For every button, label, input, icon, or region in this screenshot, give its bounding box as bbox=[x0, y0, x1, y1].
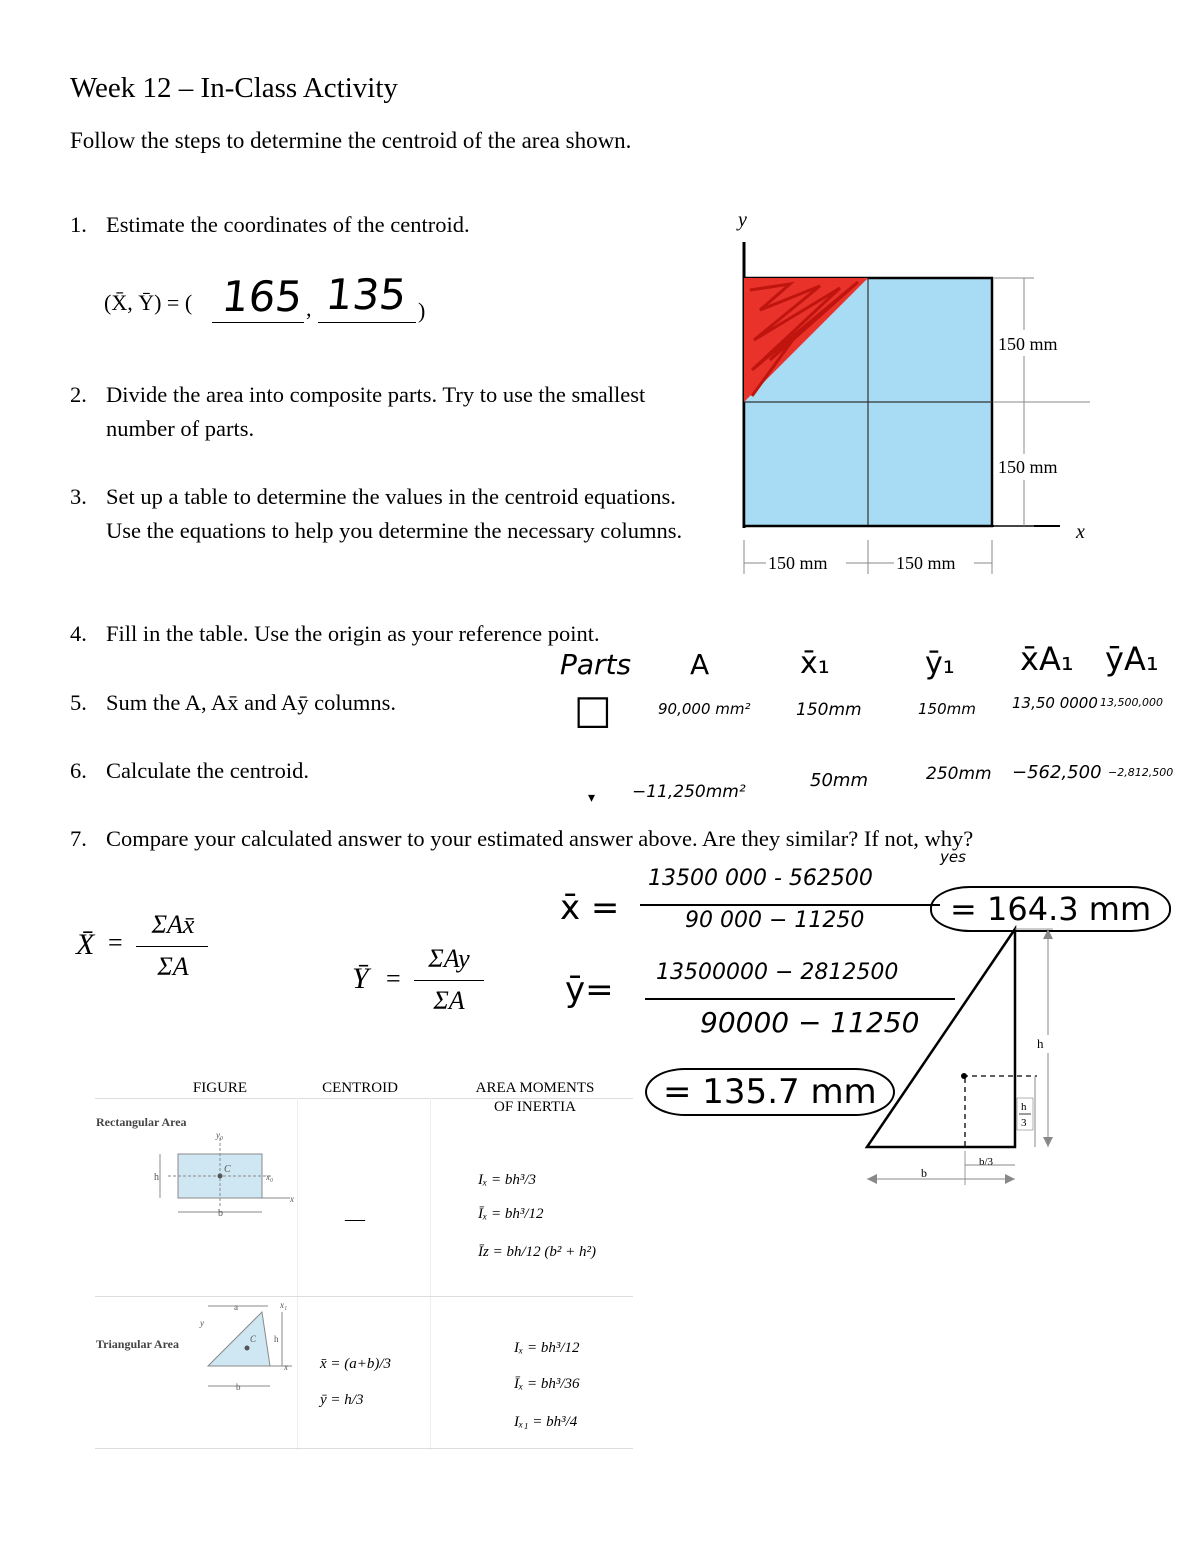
ref-divider bbox=[95, 1098, 633, 1099]
formula-y-bar bbox=[414, 980, 484, 981]
hw-row2-x: 50mm bbox=[810, 770, 868, 791]
step-text: Fill in the table. Use the origin as your reference point. bbox=[106, 621, 600, 646]
tri-area-icon bbox=[196, 1298, 300, 1394]
h3-den: 3 bbox=[1021, 1117, 1027, 1129]
tri-y-label: y bbox=[200, 1318, 204, 1328]
tri-centroid-x: x̄ = (a+b)/3 bbox=[320, 1356, 392, 1372]
hw-square-symbol: □ bbox=[574, 687, 612, 733]
step-text: Set up a table to determine the values in the centroid equations. Use the equations to help you determine the necessary columns. bbox=[106, 484, 683, 543]
composite-area-figure bbox=[730, 200, 1110, 590]
hw-xbar-numerator: 13500 000 - 562500 bbox=[648, 866, 873, 891]
arrow-head bbox=[1005, 1174, 1015, 1184]
formula-x-equals: = bbox=[108, 928, 123, 957]
formula-x-denominator: ΣA bbox=[157, 952, 189, 981]
hw-header-xa: x̄A₁ bbox=[1020, 640, 1074, 678]
rect-y0-label: y₀ bbox=[216, 1130, 224, 1140]
rect-area-icon bbox=[140, 1128, 300, 1228]
step-text: Calculate the centroid. bbox=[106, 758, 310, 783]
step-number: 3. bbox=[70, 484, 87, 509]
h-label: h bbox=[1037, 1036, 1044, 1051]
rect-moment-ix: Iₓ = bh³/3 bbox=[478, 1172, 537, 1188]
estimate-y-underline bbox=[318, 322, 416, 323]
b3-label: b/3 bbox=[979, 1156, 994, 1168]
arrow-head bbox=[1043, 1137, 1053, 1147]
arrow-head bbox=[867, 1174, 877, 1184]
formula-y-equals: = bbox=[386, 964, 401, 993]
hw-ybar-denominator: 90000 − 11250 bbox=[700, 1006, 920, 1039]
step-number: 2. bbox=[70, 382, 87, 407]
ref-col-centroid: CENTROID bbox=[322, 1080, 398, 1096]
tri-a-label: a bbox=[234, 1302, 238, 1312]
hw-row1-y: 150mm bbox=[918, 700, 976, 718]
tri-x1-label: x₁ bbox=[280, 1300, 288, 1310]
tri-centroid-dot bbox=[245, 1346, 250, 1351]
hw-row1-ya: 13,500,000 bbox=[1100, 696, 1163, 709]
tri-moment-ix1: Iₓ₁ = bh³/4 bbox=[514, 1414, 578, 1430]
hw-row2-y: 250mm bbox=[926, 764, 992, 784]
tri-b-label: b bbox=[236, 1382, 241, 1392]
step-text: Sum the A, Ax̄ and Aȳ columns. bbox=[106, 690, 397, 715]
hw-row1-area: 90,000 mm² bbox=[658, 700, 751, 718]
y-axis-label: y bbox=[738, 209, 747, 231]
step-number: 5. bbox=[70, 690, 87, 715]
hw-xbar-result: = 164.3 mm bbox=[930, 886, 1171, 932]
rect-moment-ix-bar: Īₓ = bh³/12 bbox=[478, 1206, 544, 1222]
step-text: Divide the area into composite parts. Try to use the smallest number of parts. bbox=[106, 382, 646, 441]
step-number: 1. bbox=[70, 212, 87, 237]
ref-divider bbox=[95, 1296, 633, 1297]
tri-moment-ix: Iₓ = bh³/12 bbox=[514, 1340, 580, 1356]
hw-header-parts: Parts bbox=[560, 648, 632, 681]
hw-row2-area: −11,250mm² bbox=[632, 782, 746, 802]
ref-row1-label: Rectangular Area bbox=[96, 1115, 187, 1129]
estimate-label: (X̄, Ȳ) = ( bbox=[104, 290, 193, 315]
x-axis-label: x bbox=[1076, 521, 1085, 543]
arrow-head bbox=[1043, 929, 1053, 939]
ref-col-figure: FIGURE bbox=[192, 1080, 248, 1096]
rect-centroid-dot bbox=[218, 1174, 223, 1179]
ref-divider bbox=[430, 1098, 431, 1450]
hw-header-xbar: x̄₁ bbox=[800, 646, 830, 681]
rect-x0-label: x₀ bbox=[266, 1172, 274, 1182]
tri-shape bbox=[208, 1312, 270, 1366]
dim-horizontal-2: 150 mm bbox=[896, 553, 956, 573]
hw-triangle-symbol: ▾ bbox=[588, 790, 596, 806]
ref-divider bbox=[95, 1448, 633, 1449]
rect-b-label: b bbox=[218, 1208, 223, 1219]
tri-h-label: h bbox=[274, 1334, 279, 1344]
formula-x-numerator: ΣAx̄ bbox=[151, 910, 195, 939]
formula-x-bar bbox=[136, 946, 208, 947]
hw-header-ybar: ȳ₁ bbox=[925, 646, 955, 681]
hw-xbar-denominator: 90 000 − 11250 bbox=[685, 908, 865, 933]
h3-num: h bbox=[1021, 1101, 1027, 1113]
hw-row2-xa: −562,500 bbox=[1012, 762, 1102, 783]
hw-header-a: A bbox=[690, 648, 710, 681]
formula-xbar-symbol: X̄ bbox=[76, 928, 95, 961]
estimate-separator: , bbox=[306, 296, 312, 321]
ref-col-moments-1: AREA MOMENTS bbox=[475, 1080, 595, 1096]
hw-header-ya: ȳA₁ bbox=[1105, 640, 1159, 678]
rect-centroid-dash: — bbox=[345, 1208, 365, 1230]
hw-xbar-label: x̄ = bbox=[560, 888, 620, 928]
step-text: Estimate the coordinates of the centroid. bbox=[106, 212, 470, 237]
tri-centroid-y: ȳ = h/3 bbox=[320, 1392, 364, 1408]
estimate-close: ) bbox=[418, 298, 426, 323]
rect-h-label: h bbox=[154, 1172, 159, 1183]
estimate-y-value: 135 bbox=[323, 270, 409, 319]
tri-moment-ix-bar: Īₓ = bh³/36 bbox=[514, 1376, 580, 1392]
estimate-x-underline bbox=[212, 322, 304, 323]
step-number: 6. bbox=[70, 758, 87, 783]
rect-moment-iz: Īz = bh/12 (b² + h²) bbox=[478, 1244, 596, 1260]
rect-c-label: C bbox=[224, 1164, 231, 1175]
ref-row2-label: Triangular Area bbox=[96, 1337, 180, 1351]
step-text: Compare your calculated answer to your estimated answer above. Are they similar? If not, why? bbox=[106, 826, 974, 851]
step-number: 7. bbox=[70, 826, 87, 851]
hw-row1-xa: 13,50 0000 bbox=[1012, 694, 1098, 712]
hw-yes: yes bbox=[940, 848, 966, 866]
page-title: Week 12 – In-Class Activity bbox=[70, 72, 398, 104]
tri-x-label: x bbox=[284, 1362, 288, 1372]
right-triangle-diagram bbox=[855, 915, 1075, 1195]
hw-row1-x: 150mm bbox=[796, 700, 862, 720]
formula-y-denominator: ΣA bbox=[433, 986, 465, 1015]
hw-ybar-result: = 135.7 mm bbox=[645, 1068, 895, 1116]
dim-horizontal-1: 150 mm bbox=[768, 553, 828, 573]
dim-vertical-1: 150 mm bbox=[998, 334, 1058, 354]
estimate-x-value: 165 bbox=[219, 272, 305, 321]
dim-vertical-2: 150 mm bbox=[998, 457, 1058, 477]
intro-text: Follow the steps to determine the centroid of the area shown. bbox=[70, 128, 632, 153]
triangle-shape bbox=[867, 929, 1015, 1147]
hw-ybar-label: ȳ= bbox=[565, 970, 614, 1010]
step-number: 4. bbox=[70, 621, 87, 646]
formula-y-numerator: ΣAy bbox=[428, 944, 470, 973]
formula-ybar-symbol: Ȳ bbox=[352, 962, 369, 995]
hw-ybar-numerator: 13500000 − 2812500 bbox=[656, 960, 899, 985]
ref-col-moments-2: OF INERTIA bbox=[493, 1099, 576, 1115]
tri-c-label: C bbox=[250, 1334, 257, 1344]
hw-xbar-fraction-bar bbox=[640, 904, 940, 906]
b-label: b bbox=[921, 1166, 927, 1180]
centroid-dot bbox=[961, 1073, 967, 1079]
rect-x-label: x bbox=[290, 1194, 294, 1204]
hw-row2-ya: −2,812,500 bbox=[1108, 766, 1174, 779]
